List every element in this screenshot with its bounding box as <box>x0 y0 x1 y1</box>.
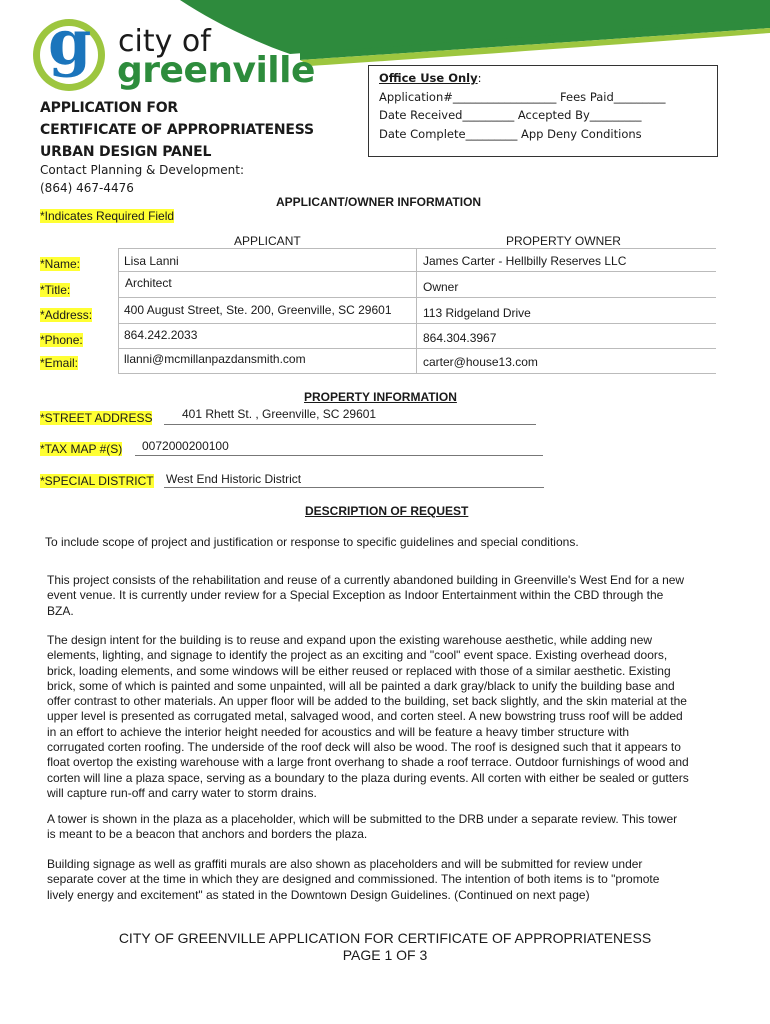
applicant-address-field[interactable]: 400 August Street, Ste. 200, Greenville, SC 29601 <box>118 298 416 324</box>
description-paragraph: This project consists of the rehabilitation and reuse of a currently abandoned building in Greenville's West End for a new event venue. It is currently under review for a Special Exception as Indoor Entertainment within the CBD through the BZA. <box>47 573 685 618</box>
tax-map-value: 0072000200100 <box>142 439 229 453</box>
applicant-name-field[interactable]: Lisa Lanni <box>118 248 416 272</box>
owner-column-header: PROPERTY OWNER <box>506 234 621 248</box>
street-address-value: 401 Rhett St. , Greenville, SC 29601 <box>182 407 377 421</box>
tax-map-field[interactable] <box>135 440 543 456</box>
application-title <box>40 97 314 163</box>
title-label: *Title: <box>40 283 71 297</box>
page-number: PAGE 1 OF 3 <box>342 947 428 963</box>
office-use-title: Office Use Only <box>379 71 478 85</box>
applicant-phone-field[interactable]: 864.242.2033 <box>118 324 416 349</box>
logo-g-icon: g <box>48 6 92 79</box>
street-address-field[interactable] <box>164 408 536 425</box>
description-instructions: To include scope of project and justification or response to specific guidelines and special conditions. <box>45 535 579 549</box>
office-use-colon: : <box>477 71 482 85</box>
description-paragraph: The design intent for the building is to reuse and expand upon the existing warehouse aesthetic, while adding new elements, lighting, and signage to identify the project as an exciting and "cool" event space. Existing overhead doors, brick, loading elements, and some windows will be either reused or replaced with those of a similar aesthetic. Existing brick, some of which is painted and some unpainted, will all be painted a dark gray/black to unify the building base and offer contrast to other materials. An upper floor will be added to the building, set back slightly, and the skin material at the upper level is presented as corrugated metal, salvaged wood, and corten steel. A new bowstring truss roof will be added in an effort to achieve the interior height needed for acoustics and will be feature a heavy timber structure with corrugated corten roofing. The underside of the roof deck will also be wood. The roof is designed such that it appears to float overtop the existing warehouse with a large front overhang to shade a roof terrace. Outdoor furnishings of wood and corten will line a plaza space, serving as a boundary to the plaza during events. All corten with either be sealed or gutters will capture run-off and carry water to storm drains. <box>47 633 689 800</box>
owner-phone-field[interactable]: 864.304.3967 <box>416 324 716 349</box>
required-field-note: *Indicates Required Field <box>40 209 175 223</box>
page-footer <box>0 930 770 964</box>
title-line-2: CERTIFICATE OF APPROPRIATENESS <box>40 122 314 138</box>
description-heading: DESCRIPTION OF REQUEST <box>305 504 469 518</box>
logo-city-text: city of <box>118 24 211 59</box>
office-line-date-received: Date Received_________ Accepted By_________ <box>379 108 642 122</box>
description-paragraph: A tower is shown in the plaza as a placeholder, which will be submitted to the DRB under a separate review. This tower is meant to be a beacon that anchors and borders the plaza. <box>47 812 678 842</box>
applicant-column-header: APPLICANT <box>234 234 301 248</box>
owner-name-field[interactable]: James Carter - Hellbilly Reserves LLC <box>416 248 716 272</box>
title-line-3: URBAN DESIGN PANEL <box>40 144 212 160</box>
applicant-owner-heading: APPLICANT/OWNER INFORMATION <box>276 195 482 209</box>
footer-title: CITY OF GREENVILLE APPLICATION FOR CERTIFICATE OF APPROPRIATENESS <box>118 930 652 946</box>
special-district-row <box>40 474 154 488</box>
property-info-heading: PROPERTY INFORMATION <box>304 390 457 404</box>
special-district-value: West End Historic District <box>166 472 302 486</box>
email-label: *Email: <box>40 356 79 370</box>
logo-name-text: greenville <box>117 50 315 91</box>
name-label: *Name: <box>40 257 81 271</box>
street-address-label: *STREET ADDRESS <box>40 411 153 425</box>
office-line-application: Application#__________________ Fees Paid_________ <box>379 89 666 104</box>
street-address-row <box>40 411 152 425</box>
tax-map-label: *TAX MAP #(S) <box>40 442 123 456</box>
contact-info <box>40 161 244 197</box>
applicant-title-field[interactable]: Architect <box>118 272 416 298</box>
special-district-field[interactable] <box>164 471 544 488</box>
owner-title-field[interactable]: Owner <box>416 272 716 298</box>
applicant-email-field[interactable]: llanni@mcmillanpazdansmith.com <box>118 349 416 374</box>
title-line-1: APPLICATION FOR <box>40 100 179 116</box>
address-label: *Address: <box>40 308 93 322</box>
owner-email-field[interactable]: carter@house13.com <box>416 349 716 374</box>
contact-phone: (864) 467-4476 <box>40 181 134 195</box>
contact-label: Contact Planning & Development: <box>40 163 245 177</box>
office-use-box <box>368 65 718 157</box>
phone-label: *Phone: <box>40 333 83 347</box>
special-district-label: *SPECIAL DISTRICT <box>40 474 154 488</box>
tax-map-row <box>40 442 122 456</box>
description-paragraph: Building signage as well as graffiti murals are also shown as placeholders and will be submitted for review under separate cover at the time in which they are designed and commissioned. The intention of both items is to "promote lively energy and excitement" as stated in the Downtown Design Guidelines. (Continued on next page) <box>47 857 660 902</box>
office-line-date-complete: Date Complete_________ App Deny Conditions <box>379 126 642 141</box>
owner-address-field[interactable]: 113 Ridgeland Drive <box>416 298 716 324</box>
